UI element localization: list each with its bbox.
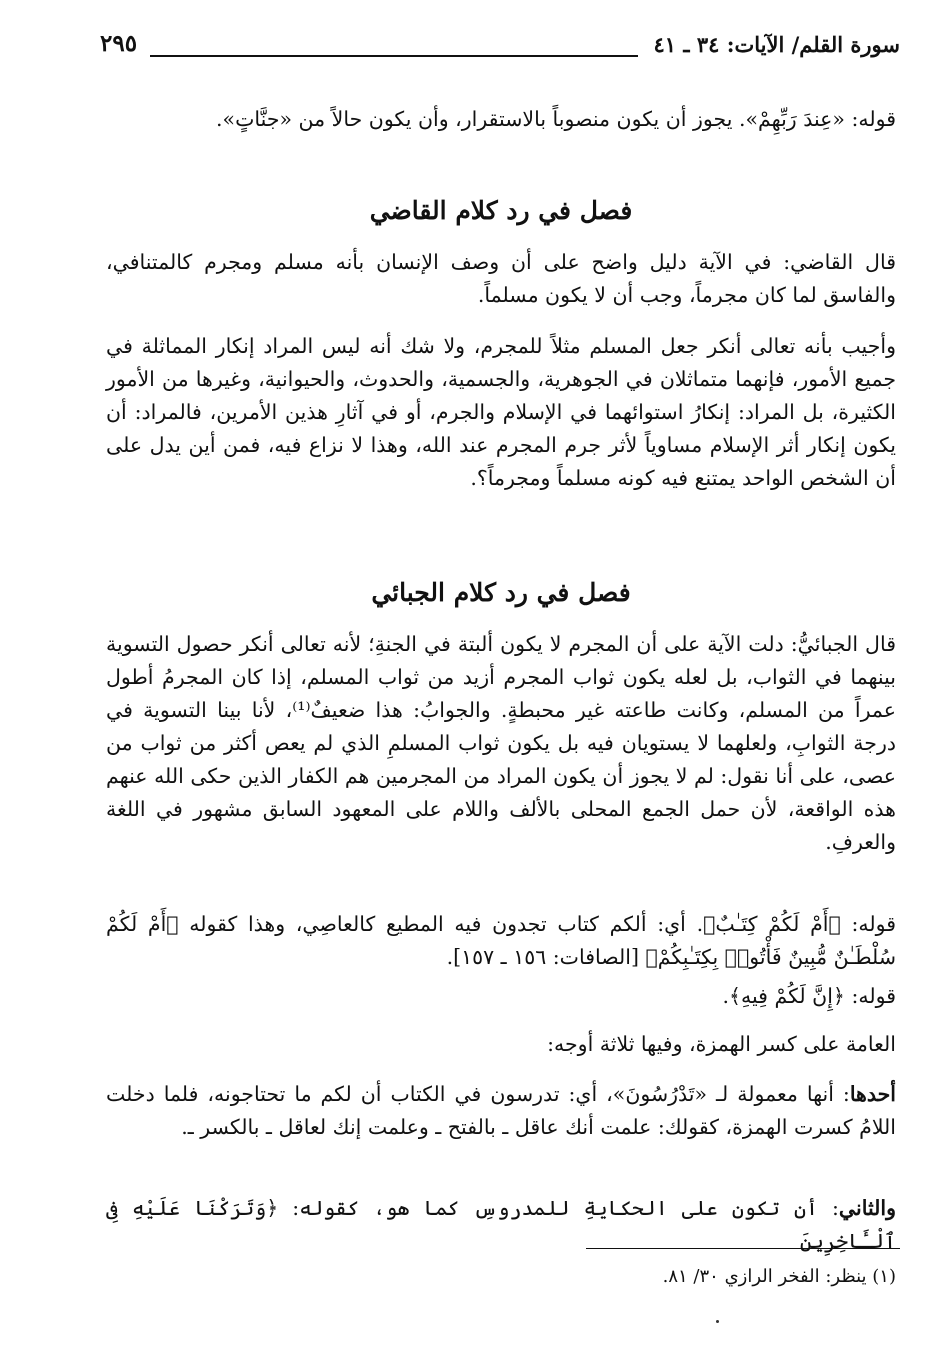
section-heading-jubbai: فصل في رد كلام الجبائي (371, 578, 631, 607)
second-aspect-text: : أن تكون على الحكايةِ للمدروسِ كما هو، كقوله: ﴿وَتَرَكْنَا عَلَيْهِ فِى ٱلْـَٔاخِرِينَ (106, 1196, 896, 1253)
paragraph-first-aspect (106, 1078, 896, 1144)
running-header (100, 28, 900, 68)
footnote-rule (586, 1248, 900, 1249)
footnote: (١) ينظر: الفخر الرازي ٣٠/ ٨١. (662, 1266, 896, 1287)
header-rule (150, 55, 638, 57)
second-aspect-label: والثاني (838, 1196, 896, 1220)
paragraph-inna-lakum-fihi: قوله: ﴿إِنَّ لَكُمْ فِيهِ﴾. (722, 984, 896, 1008)
paragraph-three-aspects: العامة على كسر الهمزة، وفيها ثلاثة أوجه: (547, 1032, 896, 1056)
paragraph-jubbai-statement: قال الجبائيُّ: دلت الآية على أن المجرم لا يكون ألبتة في الجنةِ؛ لأنه تعالى أنكر حصول التسوية بينهما في الثواب، بل لعله يكون ثواب المجرم أزيد من ثواب المسلم، إذا كان المجرمُ أطول عمراً من المسلم، وكانت طاعته غير محبطةٍ. والجوابُ: هذا ضعيفٌ⁽¹⁾، لأنا بينا التسوية في درجة الثوابِ، ولعلهما لا يستويان فيه بل يكون ثواب المسلمِ الذي لم يعص أكثر من ثواب من عصى، على أنا نقول: لم لا يجوز أن يكون المراد من المجرمين هم الكفار الذين حكى الله عنهم هذه الواقعة، لأن حمل الجمع المحلى بالألف واللام على المعهود السابق مشهور في اللغة والعرفِ. (106, 632, 896, 854)
first-aspect-text: : أنها معمولة لـ «تَدْرُسُونَ»، أي: تدرسون في الكتاب أن لكم ما تحتاجونه، فلما دخلت اللامُ كسرت الهمزة، كقولك: علمت أنك عاقل ـ بالفتح ـ وعلمت إنك لعاقل ـ بالكسر ـ. (106, 1082, 896, 1139)
section-heading-qadi: فصل في رد كلام القاضي (369, 196, 633, 225)
paragraph-reply-to-qadi: وأجيب بأنه تعالى أنكر جعل المسلم مثلاً للمجرم، ولا شك أنه ليس المراد إنكار المماثلة في جميع الأمور، فإنهما متماثلان في الجوهرية، والجسمية، والحدوث، والحيوانية، وغيرها من الأمور الكثيرة، بل المراد: إنكارُ استوائهما في الإسلام والجرم، أو في آثارِ هذين الأمرين، فالمراد: أن يكون إنكار أثر الإسلام مساوياً لأثر جرم المجرم عند الله، وهذا لا نزاع فيه، فمن أين يدل على أن الشخص الواحد يمتنع فيه كونه مسلماً ومجرماً؟. (106, 334, 896, 490)
paragraph-qadi-statement: قال القاضي: في الآية دليل واضح على أن وصف الإنسان بأنه مسلم ومجرم كالمتنافي، والفاسق لما كان مجرماً، وجب أن لا يكون مسلماً. (106, 250, 896, 307)
first-aspect-label: أحدها (849, 1082, 896, 1106)
page-number: ٢٩٥ (100, 30, 138, 57)
paragraph-inda-rabbihim: قوله: «عِندَ رَبِّهِمْ». يجوز أن يكون منصوباً بالاستقرار، وأن يكون حالاً من «جنَّاتٍ». (216, 107, 896, 131)
surah-verse-title: سورة القلم/ الآيات: ٣٤ ـ ٤١ (653, 32, 900, 57)
page-speck (716, 1320, 719, 1323)
paragraph-am-lakum-kitab: قوله: ﴿أَمْ لَكُمْ كِتَـٰبٌ﴾. أي: ألكم كتاب تجدون فيه المطيع كالعاصِي، وهذا كقوله ﴿أَمْ لَكُمْ سُلْطَـٰنٌ مُّبِينٌ فَأْتُوا۟ بِكِتَـٰبِكُمْ﴾ [الصافات: ١٥٦ ـ ١٥٧]. (106, 912, 896, 969)
